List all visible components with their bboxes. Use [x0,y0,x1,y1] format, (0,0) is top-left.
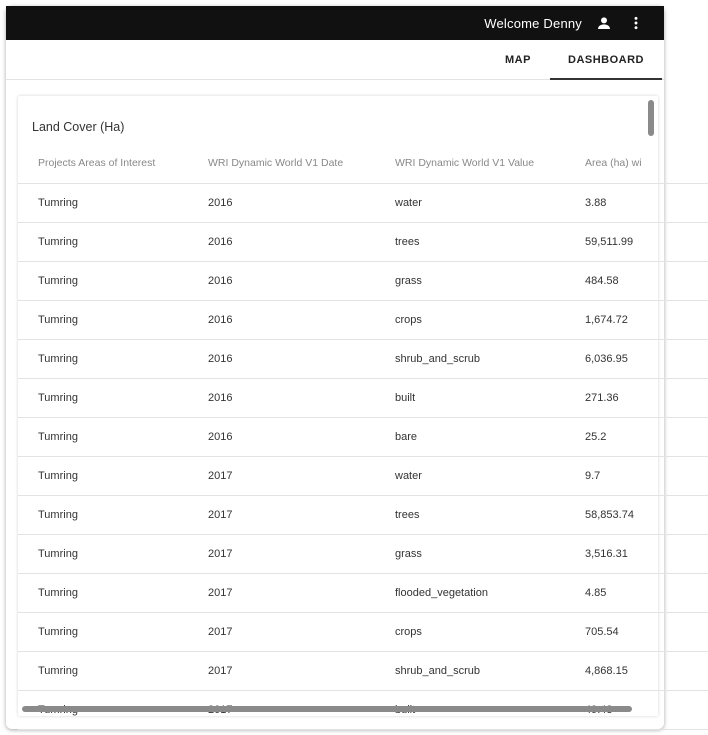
table-cell: 4,868.15 [565,651,708,690]
table-cell: grass [375,534,565,573]
land-cover-table [18,144,708,730]
table-cell: 2017 [188,534,375,573]
table-cell: built [375,378,565,417]
table-cell: 2016 [188,300,375,339]
table-row[interactable] [18,378,708,417]
table-cell: trees [375,495,565,534]
tab-bar [6,40,664,80]
welcome-text: Welcome Denny [484,15,582,31]
table-row[interactable] [18,300,708,339]
table-cell: Tumring [18,456,188,495]
person-icon[interactable] [592,11,616,35]
table-body [18,183,708,729]
table-cell: 2016 [188,339,375,378]
column-header[interactable]: Area (ha) wi [565,144,708,183]
table-cell: Tumring [18,300,188,339]
tab-dashboard[interactable]: DASHBOARD [550,40,662,79]
table-cell: 2016 [188,378,375,417]
table-cell: grass [375,261,565,300]
table-cell: shrub_and_scrub [375,651,565,690]
table-cell: 271.36 [565,378,708,417]
table-row[interactable] [18,456,708,495]
table-cell: crops [375,300,565,339]
table-cell: 2016 [188,222,375,261]
table-row[interactable] [18,651,708,690]
table-cell: Tumring [18,339,188,378]
vertical-scrollbar-track[interactable] [646,96,658,716]
table-cell: 2016 [188,417,375,456]
table-cell: trees [375,222,565,261]
table-cell: flooded_vegetation [375,573,565,612]
table-cell: Tumring [18,573,188,612]
card-title: Land Cover (Ha) [32,120,125,134]
table-cell: 59,511.99 [565,222,708,261]
table-cell: 2017 [188,651,375,690]
table-cell: 9.7 [565,456,708,495]
tab-map[interactable]: MAP [505,53,531,66]
table-cell: 25.2 [565,417,708,456]
column-header[interactable]: Projects Areas of Interest [18,144,188,183]
table-viewport[interactable] [18,144,646,709]
table-cell: Tumring [18,612,188,651]
table-row[interactable] [18,417,708,456]
table-row[interactable] [18,534,708,573]
column-header[interactable]: WRI Dynamic World V1 Value [375,144,565,183]
column-header[interactable]: WRI Dynamic World V1 Date [188,144,375,183]
table-row[interactable] [18,339,708,378]
table-row[interactable] [18,612,708,651]
table-header-row [18,144,708,183]
table-cell: 2017 [188,456,375,495]
vertical-scrollbar-thumb[interactable] [648,100,654,136]
table-cell: Tumring [18,261,188,300]
table-cell: Tumring [18,417,188,456]
table-cell: crops [375,612,565,651]
table-cell: Tumring [18,183,188,222]
horizontal-scrollbar-thumb[interactable] [22,706,632,712]
table-cell: 2016 [188,183,375,222]
table-cell: 6,036.95 [565,339,708,378]
table-row[interactable] [18,495,708,534]
table-cell: Tumring [18,651,188,690]
table-cell: shrub_and_scrub [375,339,565,378]
more-vert-icon[interactable] [624,11,648,35]
table-cell: Tumring [18,495,188,534]
table-cell: 484.58 [565,261,708,300]
table-row[interactable] [18,573,708,612]
table-cell: 3.88 [565,183,708,222]
table-row[interactable] [18,222,708,261]
table-row[interactable] [18,183,708,222]
table-cell: 58,853.74 [565,495,708,534]
land-cover-card [18,96,658,716]
table-cell: 4.85 [565,573,708,612]
table-cell: 705.54 [565,612,708,651]
table-cell: 2017 [188,573,375,612]
table-cell: Tumring [18,534,188,573]
table-cell: water [375,183,565,222]
table-cell: 2016 [188,261,375,300]
table-cell: water [375,456,565,495]
table-cell: 1,674.72 [565,300,708,339]
table-row[interactable] [18,261,708,300]
table-cell: Tumring [18,378,188,417]
table-cell: Tumring [18,222,188,261]
table-cell: 2017 [188,495,375,534]
app-window [6,6,664,729]
table-cell: 3,516.31 [565,534,708,573]
top-app-bar [6,6,664,40]
table-cell: 2017 [188,612,375,651]
table-cell: bare [375,417,565,456]
